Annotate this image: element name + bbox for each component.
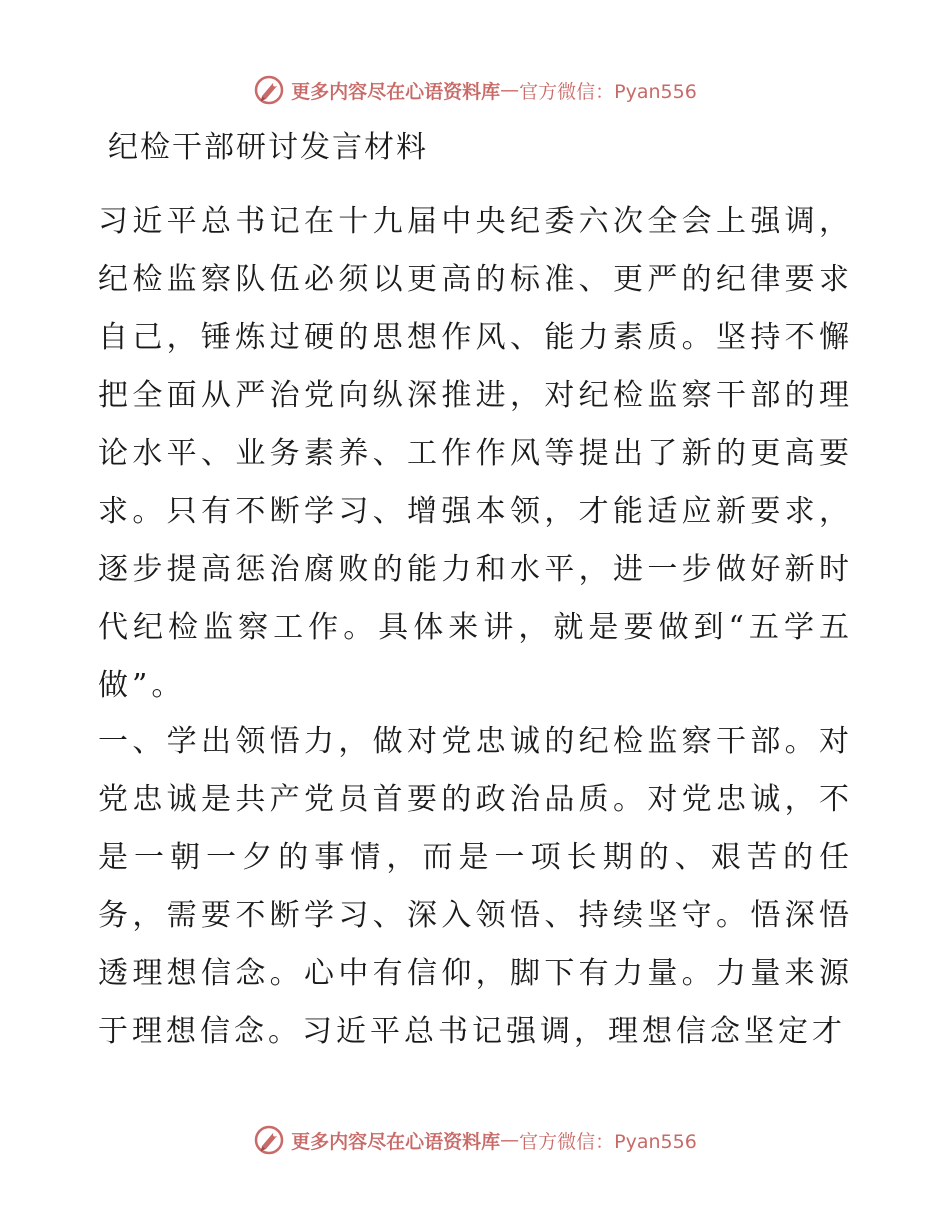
paragraph-intro: 习近平总书记在十九届中央纪委六次全会上强调，纪检监察队伍必须以更高的标准、更严的纪律要求自己，锤炼过硬的思想作风、能力素质。坚持不懈把全面从严治党向纵深推进，对纪检监察干部的理论水平、业务素养、工作作风等提出了新的更高要求。只有不断学习、增强本领，才能适应新要求，逐步提高惩治腐败的能力和水平，进一步做好新时代纪检监察工作。具体来讲，就是要做到“五学五做”。 — [98, 204, 853, 703]
pen-seal-icon — [253, 1124, 285, 1156]
watermark-footer — [0, 1120, 950, 1160]
watermark-main-text: 更多内容尽在心语资料库 — [291, 1130, 501, 1153]
watermark-contact: 官方微信：Pyan556 — [519, 1130, 697, 1153]
pen-seal-icon — [253, 74, 285, 106]
watermark-separator: — — [500, 1129, 520, 1151]
watermark-contact: 官方微信：Pyan556 — [519, 80, 697, 103]
watermark-header — [0, 70, 950, 110]
paragraph-section-one: 一、学出领悟力，做对党忠诚的纪检监察干部。对党忠诚是共产党员首要的政治品质。对党忠诚，不是一朝一夕的事情，而是一项长期的、艰苦的任务，需要不断学习、深入领悟、持续坚守。悟深悟透理想信念。心中有信仰，脚下有力量。力量来源于理想信念。习近平总书记强调，理想信念坚定才 — [98, 724, 853, 1049]
watermark-separator: — — [500, 79, 520, 101]
watermark-main-text: 更多内容尽在心语资料库 — [291, 80, 501, 103]
document-title: 纪检干部研讨发言材料 — [108, 130, 428, 165]
